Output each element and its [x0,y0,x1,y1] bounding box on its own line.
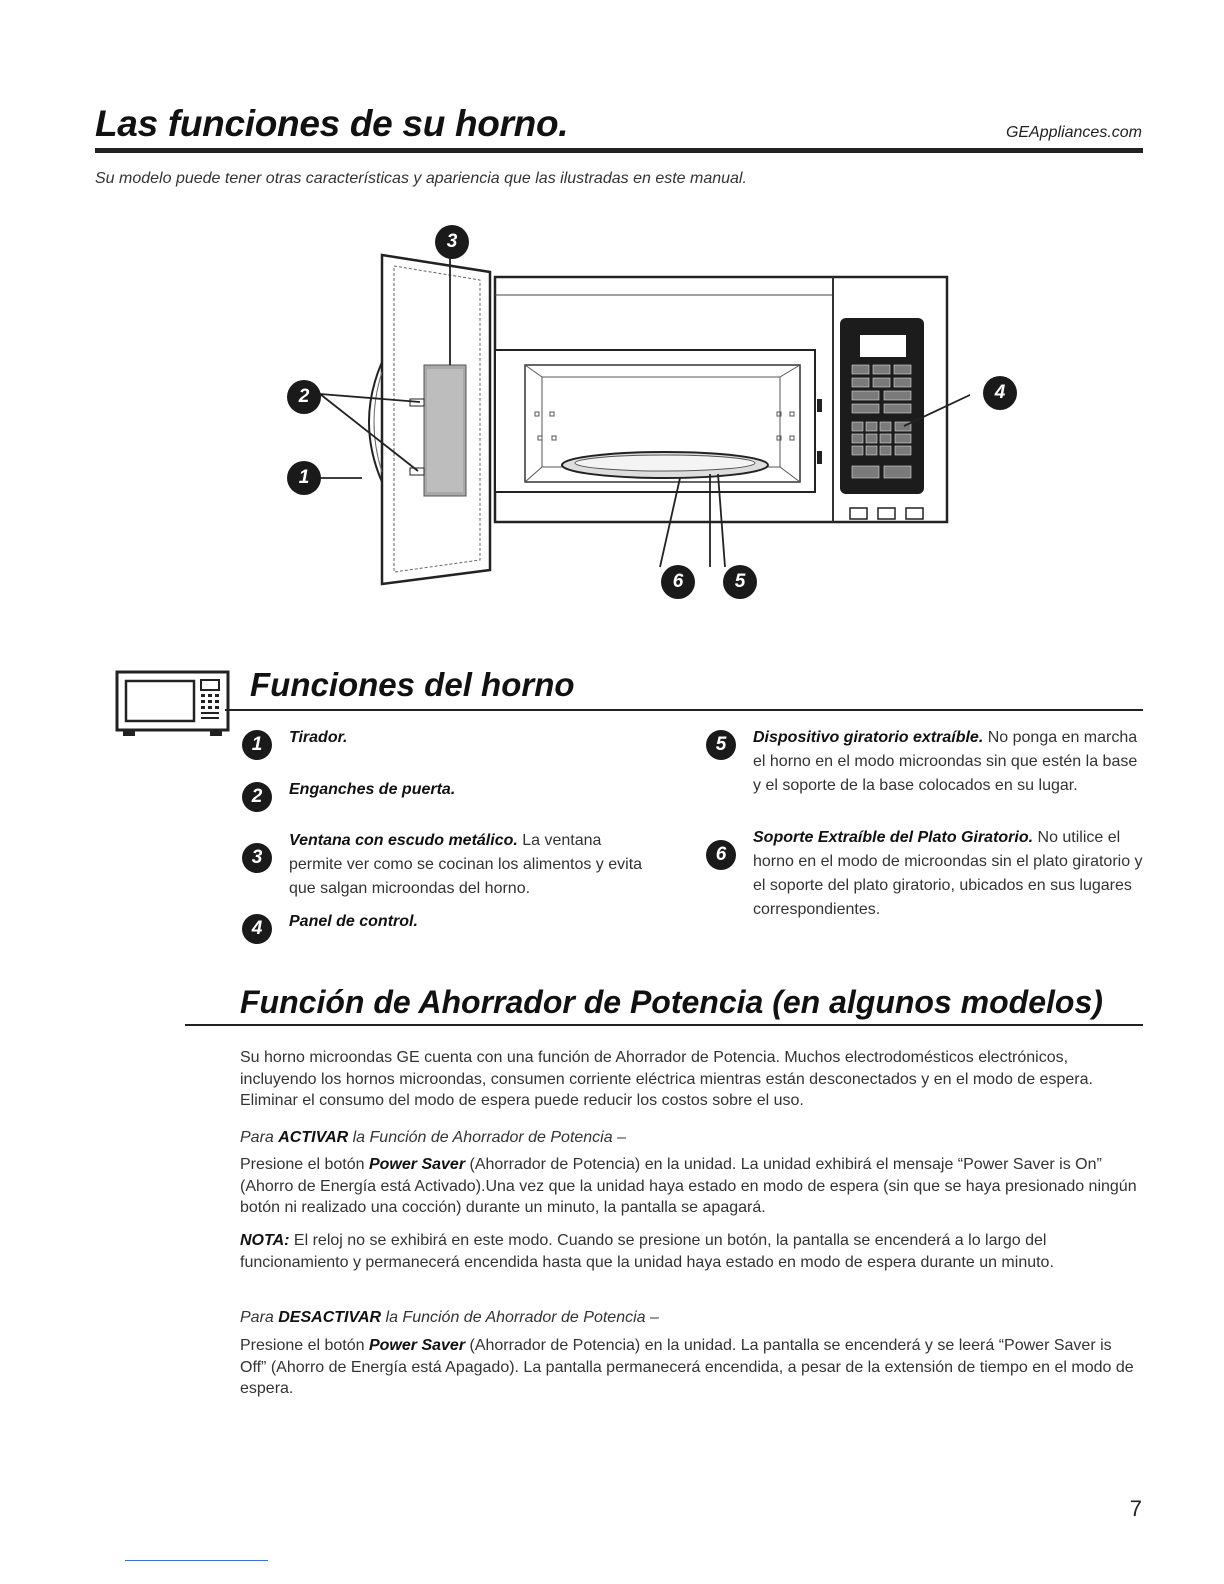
feature-num-4: 4 [242,914,272,944]
feature-num-6: 6 [706,840,736,870]
callout-6: 6 [661,565,695,599]
deactivate-text-post: (Ahorrador de Potencia) en la unidad. La pantalla se encenderá y se leerá “Power Saver is Off” (Ahorro de Energía está Apagado). La pantalla permanecerá encendida, a pesar de la extensión de tiempo en el modo de espera. [240,1337,1134,1397]
callout-2: 2 [287,380,321,414]
feature-num-3: 3 [242,843,272,873]
feature-label: Dispositivo giratorio extraíble. [753,729,984,746]
activate-word: ACTIVAR [278,1129,349,1146]
deactivate-paragraph [240,1335,1142,1400]
feature-text: La ventana permite ver como se cocinan los alimentos y evita que salgan microondas del horno. [289,832,643,897]
feature-num-2: 2 [242,782,272,812]
note-paragraph [240,1230,1142,1273]
page-number: 7 [1129,1496,1142,1521]
feature-text: No utilice el horno en el modo de microondas sin el plato giratorio y el soporte del plato giratorio, ubicados en sus lugares correspondientes. [753,829,1143,918]
feature-label: Tirador. [289,729,348,746]
activate-post: la Función de Ahorrador de Potencia – [348,1129,626,1146]
feature-label: Soporte Extraíble del Plato Giratorio. [753,829,1034,846]
deactivate-text-pre: Presione el botón [240,1337,369,1354]
callout-1: 1 [287,461,321,495]
features-rule [225,709,1143,711]
power-saver-button-name: Power Saver [368,1337,466,1354]
feature-num-1: 1 [242,730,272,760]
activate-text-post: (Ahorrador de Potencia) en la unidad. La unidad exhibirá el mensaje “Power Saver is On” (Ahorro de Energía está Activado).Una vez que la unidad haya estado en modo de espera (sin que se haya presionado ningún botón ni realizado una cocción) durante un minuto, la pantalla se apagará. [240,1156,1137,1216]
features-title: Funciones del horno [250,666,575,703]
power-saver-title: Función de Ahorrador de Potencia (en algunos modelos) [240,984,1103,1020]
feature-text: No ponga en marcha el horno en el modo microondas sin que estén la base y el soporte de la base colocados en su lugar. [753,729,1138,794]
callout-5: 5 [723,565,757,599]
page-title: Las funciones de su horno. [95,103,569,144]
feature-item-5 [753,726,1145,798]
deactivate-post: la Función de Ahorrador de Potencia – [381,1309,659,1326]
feature-item-2 [289,750,649,802]
activate-heading [240,1127,1142,1149]
microwave-diagram [270,222,970,602]
microwave-icon [115,670,230,742]
power-saver-button-name: Power Saver [368,1156,466,1173]
feature-label: Panel de control. [289,913,418,930]
activate-text-pre: Presione el botón [240,1156,369,1173]
site-url: GEAppliances.com [1005,124,1142,141]
feature-label: Enganches de puerta. [289,781,456,798]
header-rule [95,148,1143,153]
feature-item-1 [289,726,649,750]
power-saver-intro: Su horno microondas GE cuenta con una función de Ahorrador de Potencia. Muchos electrodomésticos electrónicos, incluyendo los hornos microondas, consumen corriente eléctrica mientras están desconectados y en el modo de espera. Eliminar el consumo del modo de espera puede reducir los costos sobre el uso. [240,1049,1093,1109]
deactivate-pre: Para [240,1309,279,1326]
feature-num-5: 5 [706,730,736,760]
callout-4: 4 [983,376,1017,410]
deactivate-heading [240,1307,1142,1329]
feature-label: Ventana con escudo metálico. [289,832,518,849]
feature-item-3 [289,829,649,901]
feature-item-4 [289,910,649,934]
note-text: El reloj no se exhibirá en este modo. Cuando se presione un botón, la pantalla se encenderá a lo largo del funcionamiento y permanecerá encendida hasta que la unidad haya estado en modo de espera durante un minuto. [240,1232,1054,1271]
deactivate-word: DESACTIVAR [278,1309,382,1326]
activate-paragraph [240,1154,1142,1219]
feature-item-6 [753,826,1145,922]
power-saver-rule [185,1024,1143,1026]
page-subtitle: Su modelo puede tener otras características y apariencia que las ilustradas en este manual. [95,170,747,187]
callout-3: 3 [435,225,469,259]
footer-line [125,1560,268,1561]
activate-pre: Para [240,1129,279,1146]
note-label: NOTA: [240,1232,290,1249]
